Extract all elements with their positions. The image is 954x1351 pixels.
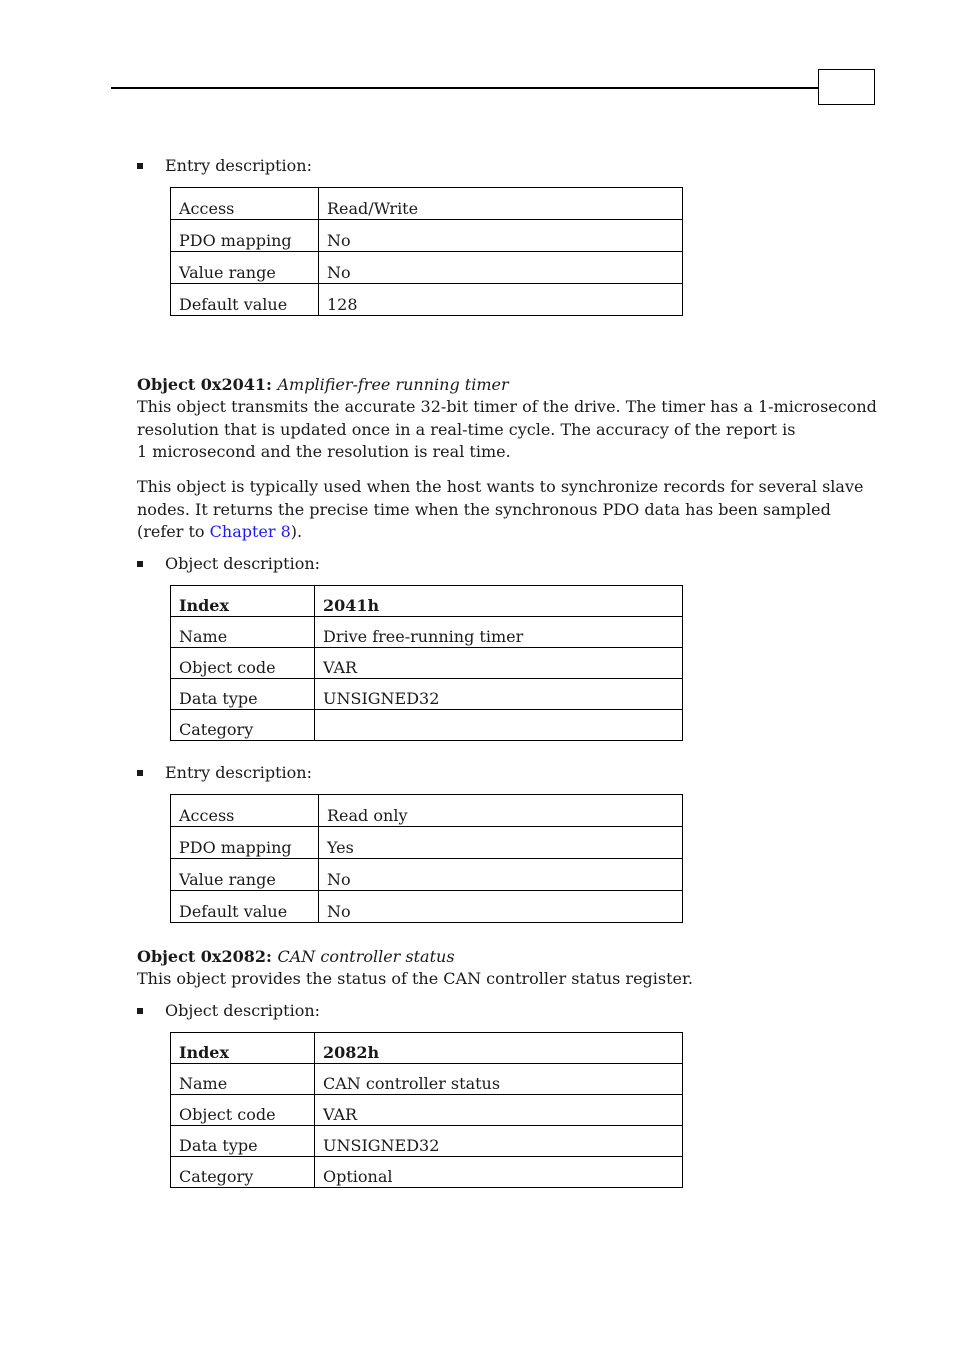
header-rule [111,87,819,89]
table-row: Data type UNSIGNED32 [171,679,683,710]
bullet-icon [137,770,143,776]
table-row: Index 2082h [171,1033,683,1064]
page-number-box [818,69,875,105]
table-row: Data type UNSIGNED32 [171,1126,683,1157]
table-row: Category [171,710,683,741]
entry-table-2041 [170,794,683,923]
bullet-icon [137,1008,143,1014]
paragraph-2082-description: This object provides the status of the CAN controller status register. [137,969,693,988]
table-row: Value range No [171,252,683,284]
bullet-icon [137,561,143,567]
table-row: Name Drive free-running timer [171,617,683,648]
bullet-icon [137,163,143,169]
section-title-2041: Object 0x2041: Amplifier-free running timer [137,375,509,394]
table-row: PDO mapping Yes [171,827,683,859]
table-row: Value range No [171,859,683,891]
table-row: Category Optional [171,1157,683,1188]
paragraph-2041-usage: This object is typically used when the host wants to synchronize records for several slave nodes. It returns the precise time when the synchronous PDO data has been sampled (refer to Chapter 8). [137,477,864,541]
table-row: Index 2041h [171,586,683,617]
section-title-2082: Object 0x2082: CAN controller status [137,947,455,966]
object-table-2082 [170,1032,683,1188]
entry-table-1 [170,187,683,316]
table-row: Default value 128 [171,284,683,316]
table-row: Access Read/Write [171,188,683,220]
table-row: Name CAN controller status [171,1064,683,1095]
chapter-link[interactable]: Chapter 8 [209,522,291,541]
paragraph-2041-description: This object transmits the accurate 32-bit timer of the drive. The timer has a 1-microsecond resolution that is updated once in a real-time cycle. The accuracy of the report is 1 microsecond and the resolution is real time. [137,397,877,461]
table-row: Object code VAR [171,648,683,679]
table-row: Default value No [171,891,683,923]
table-row: PDO mapping No [171,220,683,252]
table-row: Access Read only [171,795,683,827]
object-table-2041 [170,585,683,741]
table-row: Object code VAR [171,1095,683,1126]
